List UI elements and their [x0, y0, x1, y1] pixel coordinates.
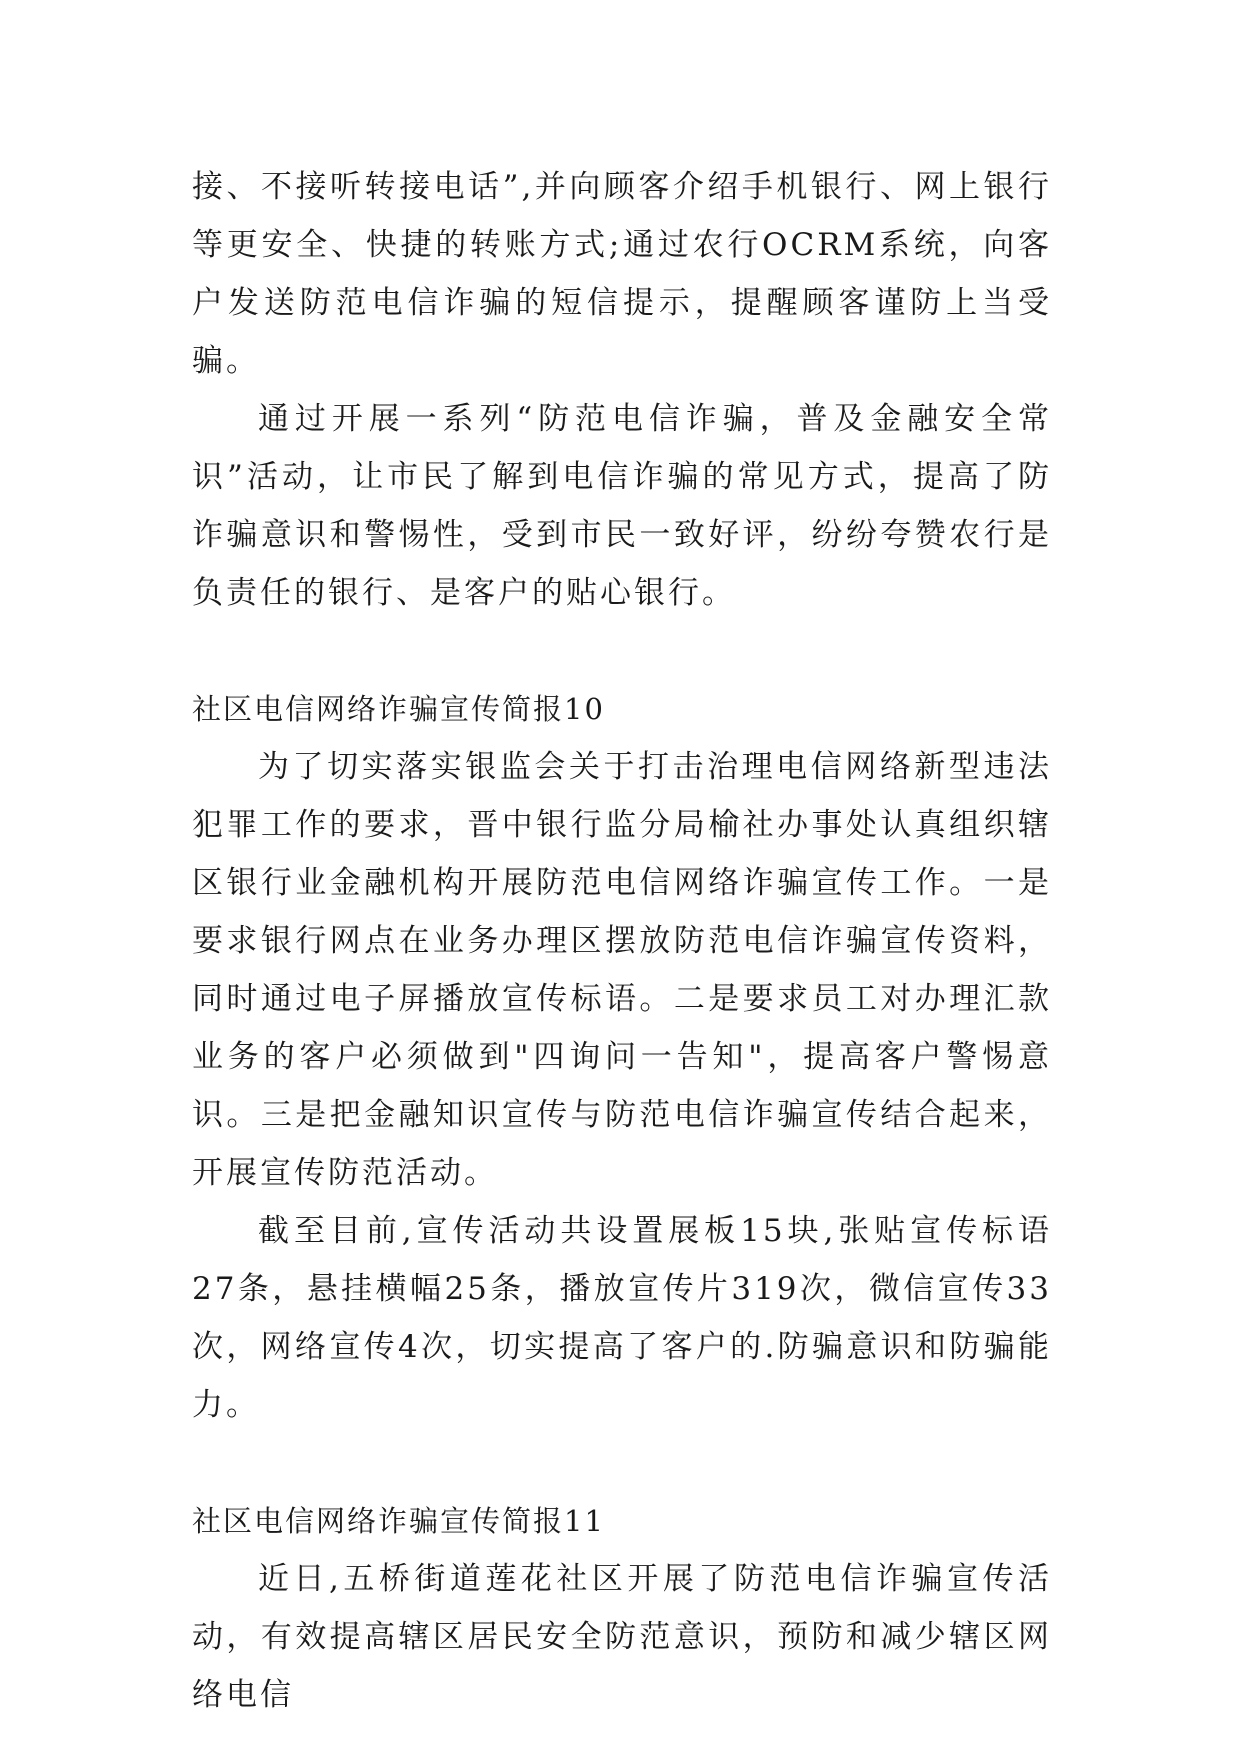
- paragraph-statistics: 截至目前,宣传活动共设置展板15块,张贴宣传标语27条，悬挂横幅25条，播放宣传片319次，微信宣传33次，网络宣传4次，切实提高了客户的.防骗意识和防骗能力。: [192, 1213, 1052, 1423]
- document-body: [192, 158, 1052, 1724]
- section-spacer: [192, 622, 1052, 680]
- section-heading-11: 社区电信网络诈骗宣传简报11: [192, 1504, 605, 1538]
- section-spacer: [192, 1434, 1052, 1492]
- paragraph-community-event: 近日,五桥街道莲花社区开展了防范电信诈骗宣传活动，有效提高辖区居民安全防范意识，预防和减少辖区网络电信: [192, 1561, 1052, 1713]
- section-heading-10: 社区电信网络诈骗宣传简报10: [192, 692, 605, 726]
- paragraph-summary: 通过开展一系列“防范电信诈骗，普及金融安全常识”活动，让市民了解到电信诈骗的常见方式，提高了防诈骗意识和警惕性，受到市民一致好评，纷纷夸赞农行是负责任的银行、是客户的贴心银行。: [192, 401, 1052, 611]
- paragraph-measures: 为了切实落实银监会关于打击治理电信网络新型违法犯罪工作的要求，晋中银行监分局榆社办事处认真组织辖区银行业金融机构开展防范电信网络诈骗宣传工作。一是要求银行网点在业务办理区摆放防范电信诈骗宣传资料，同时通过电子屏播放宣传标语。二是要求员工对办理汇款业务的客户必须做到"四询问一告知"，提高客户警惕意识。三是把金融知识宣传与防范电信诈骗宣传结合起来，开展宣传防范活动。: [192, 749, 1052, 1191]
- paragraph-continued: 接、不接听转接电话”,并向顾客介绍手机银行、网上银行等更安全、快捷的转账方式;通过农行OCRM系统，向客户发送防范电信诈骗的短信提示，提醒顾客谨防上当受骗。: [192, 169, 1052, 379]
